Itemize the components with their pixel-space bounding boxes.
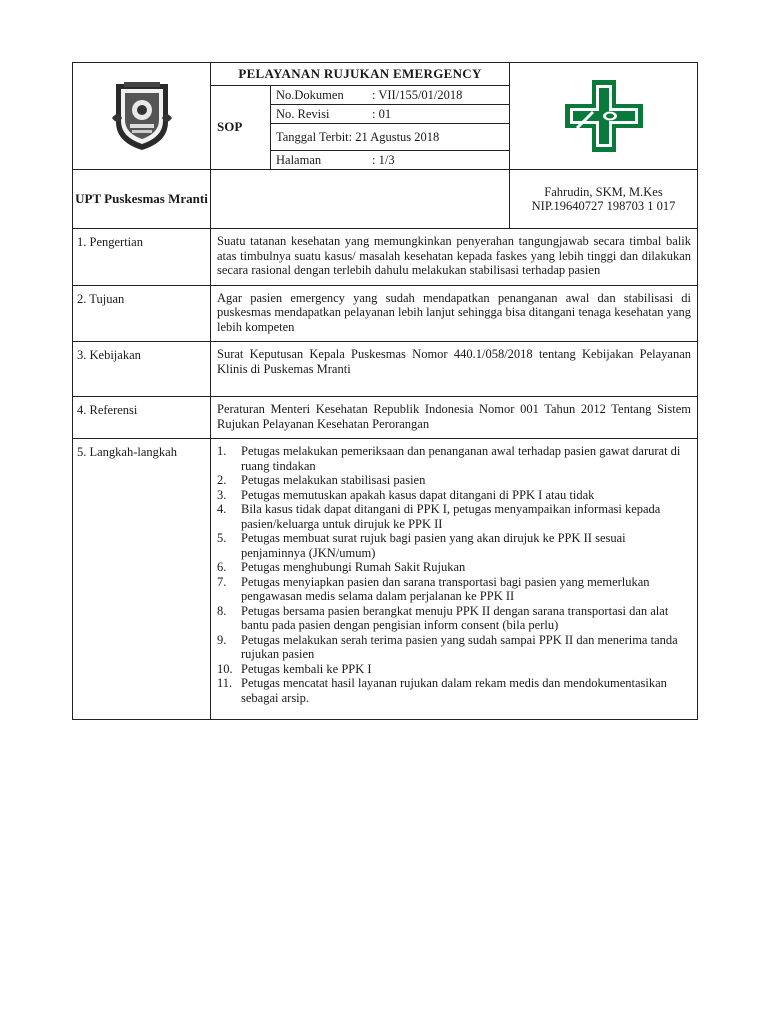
list-item <box>217 560 691 575</box>
steps-content <box>211 439 698 720</box>
regency-emblem-icon <box>110 80 174 152</box>
step-number: 9. <box>217 632 227 647</box>
steps-row <box>73 439 698 720</box>
step-text: Bila kasus tidak dapat ditangani di PPK I, petugas menyampaikan informasi kepada pasien/keluarga untuk dirujuk ke PPK II <box>241 502 661 531</box>
step-number: 3. <box>217 487 227 502</box>
left-logo-cell <box>73 63 211 170</box>
revision-label: No. Revisi <box>276 106 330 121</box>
step-text: Petugas menghubungi Rumah Sakit Rujukan <box>241 560 466 574</box>
step-number: 4. <box>217 502 227 516</box>
step-text: Petugas membuat surat rujuk bagi pasien yang akan dirujuk ke PPK II sesuai penjaminnya (JKN/umum) <box>241 531 626 560</box>
section-row <box>73 285 698 342</box>
list-item <box>217 575 691 604</box>
section-label: 3. Kebijakan <box>73 342 211 397</box>
step-text: Petugas bersama pasien berangkat menuju PPK II dengan sarana transportasi dan alat bantu pada pasien dengan pengisian inform consent (bila perlu) <box>241 603 669 632</box>
step-number: 6. <box>217 560 227 574</box>
step-number: 1. <box>217 444 227 458</box>
step-number: 2. <box>217 473 227 487</box>
organization-name: UPT Puskesmas Mranti <box>73 170 211 229</box>
step-number: 7. <box>217 574 227 589</box>
issue-date-value: : 21 Agustus 2018 <box>348 129 440 144</box>
section-text: Agar pasien emergency yang sudah mendapatkan penanganan awal dan stabilisasi di puskesmas mendapatkan pelayanan lebih lanjut sehingga bisa ditangani tenaga kesehatan yang lebih kompeten <box>211 285 698 342</box>
step-number: 11. <box>217 676 233 690</box>
sop-document <box>72 62 697 720</box>
revision-row <box>271 105 510 124</box>
page-value: : 1/3 <box>372 152 395 167</box>
list-item <box>217 473 691 488</box>
step-text: Petugas melakukan serah terima pasien yang sudah sampai PPK II dan menerima tanda rujukan pasien <box>241 632 678 661</box>
signer-block <box>510 170 698 229</box>
page-label: Halaman <box>276 152 322 167</box>
list-item <box>217 444 691 473</box>
signer-name: Fahrudin, SKM, M.Kes <box>544 184 663 199</box>
step-text: Petugas memutuskan apakah kasus dapat ditangani di PPK I atau tidak <box>241 487 595 502</box>
puskesmas-cross-logo-icon <box>563 78 645 154</box>
steps-list <box>217 444 691 705</box>
step-text: Petugas mencatat hasil layanan rujukan dalam rekam medis dan mendokumentasikan sebagai arsip. <box>241 676 667 705</box>
steps-label: 5. Langkah-langkah <box>73 439 211 720</box>
step-text: Petugas melakukan stabilisasi pasien <box>241 473 426 487</box>
section-row <box>73 229 698 286</box>
document-title: PELAYANAN RUJUKAN EMERGENCY <box>211 63 510 86</box>
step-number: 5. <box>217 531 227 545</box>
section-row <box>73 342 698 397</box>
doc-number-label: No.Dokumen <box>276 87 344 102</box>
list-item <box>217 488 691 503</box>
revision-value: : 01 <box>372 106 392 121</box>
step-text: Petugas kembali ke PPK I <box>241 661 372 676</box>
doc-number-row <box>271 86 510 105</box>
list-item <box>217 676 691 705</box>
step-text: Petugas melakukan pemeriksaan dan penanganan awal terhadap pasien gawat darurat di ruang tindakan <box>241 444 681 473</box>
step-number: 8. <box>217 603 227 618</box>
section-label: 4. Referensi <box>73 397 211 439</box>
list-item <box>217 531 691 560</box>
list-item <box>217 662 691 677</box>
issue-date-row <box>271 124 510 151</box>
step-text: Petugas menyiapkan pasien dan sarana transportasi bagi pasien yang memerlukan pengawasan medis selama dalam perjalanan ke PPK II <box>241 574 650 603</box>
section-label: 1. Pengertian <box>73 229 211 286</box>
list-item <box>217 502 691 531</box>
doc-number-value: : VII/155/01/2018 <box>372 87 463 102</box>
issue-date-label: Tanggal Terbit <box>276 129 349 144</box>
section-text: Surat Keputusan Kepala Puskesmas Nomor 440.1/058/2018 tentang Kebijakan Pelayanan Klinis di Puskemas Mranti <box>211 342 698 397</box>
blank-cell <box>211 170 510 229</box>
section-text: Peraturan Menteri Kesehatan Republik Indonesia Nomor 001 Tahun 2012 Tentang Sistem Rujukan Pelayanan Kesehatan Perorangan <box>211 397 698 439</box>
section-text: Suatu tatanan kesehatan yang memungkinkan penyerahan tangungjawab secara timbal balik atas timbulnya suatu kasus/ masalah kesehatan kepada faskes yang lebih tinggi dan dilakukan secara rasional dengan terlebih dahulu melakukan stabilisasi terhadap pasien <box>211 229 698 286</box>
page-row <box>271 151 510 170</box>
list-item <box>217 633 691 662</box>
sop-label: SOP <box>211 86 271 170</box>
sop-table <box>72 62 698 720</box>
step-number: 10. <box>217 661 233 676</box>
signer-nip: NIP.19640727 198703 1 017 <box>531 199 676 213</box>
list-item <box>217 604 691 633</box>
section-row <box>73 397 698 439</box>
section-label: 2. Tujuan <box>73 285 211 342</box>
right-logo-cell <box>510 63 698 170</box>
